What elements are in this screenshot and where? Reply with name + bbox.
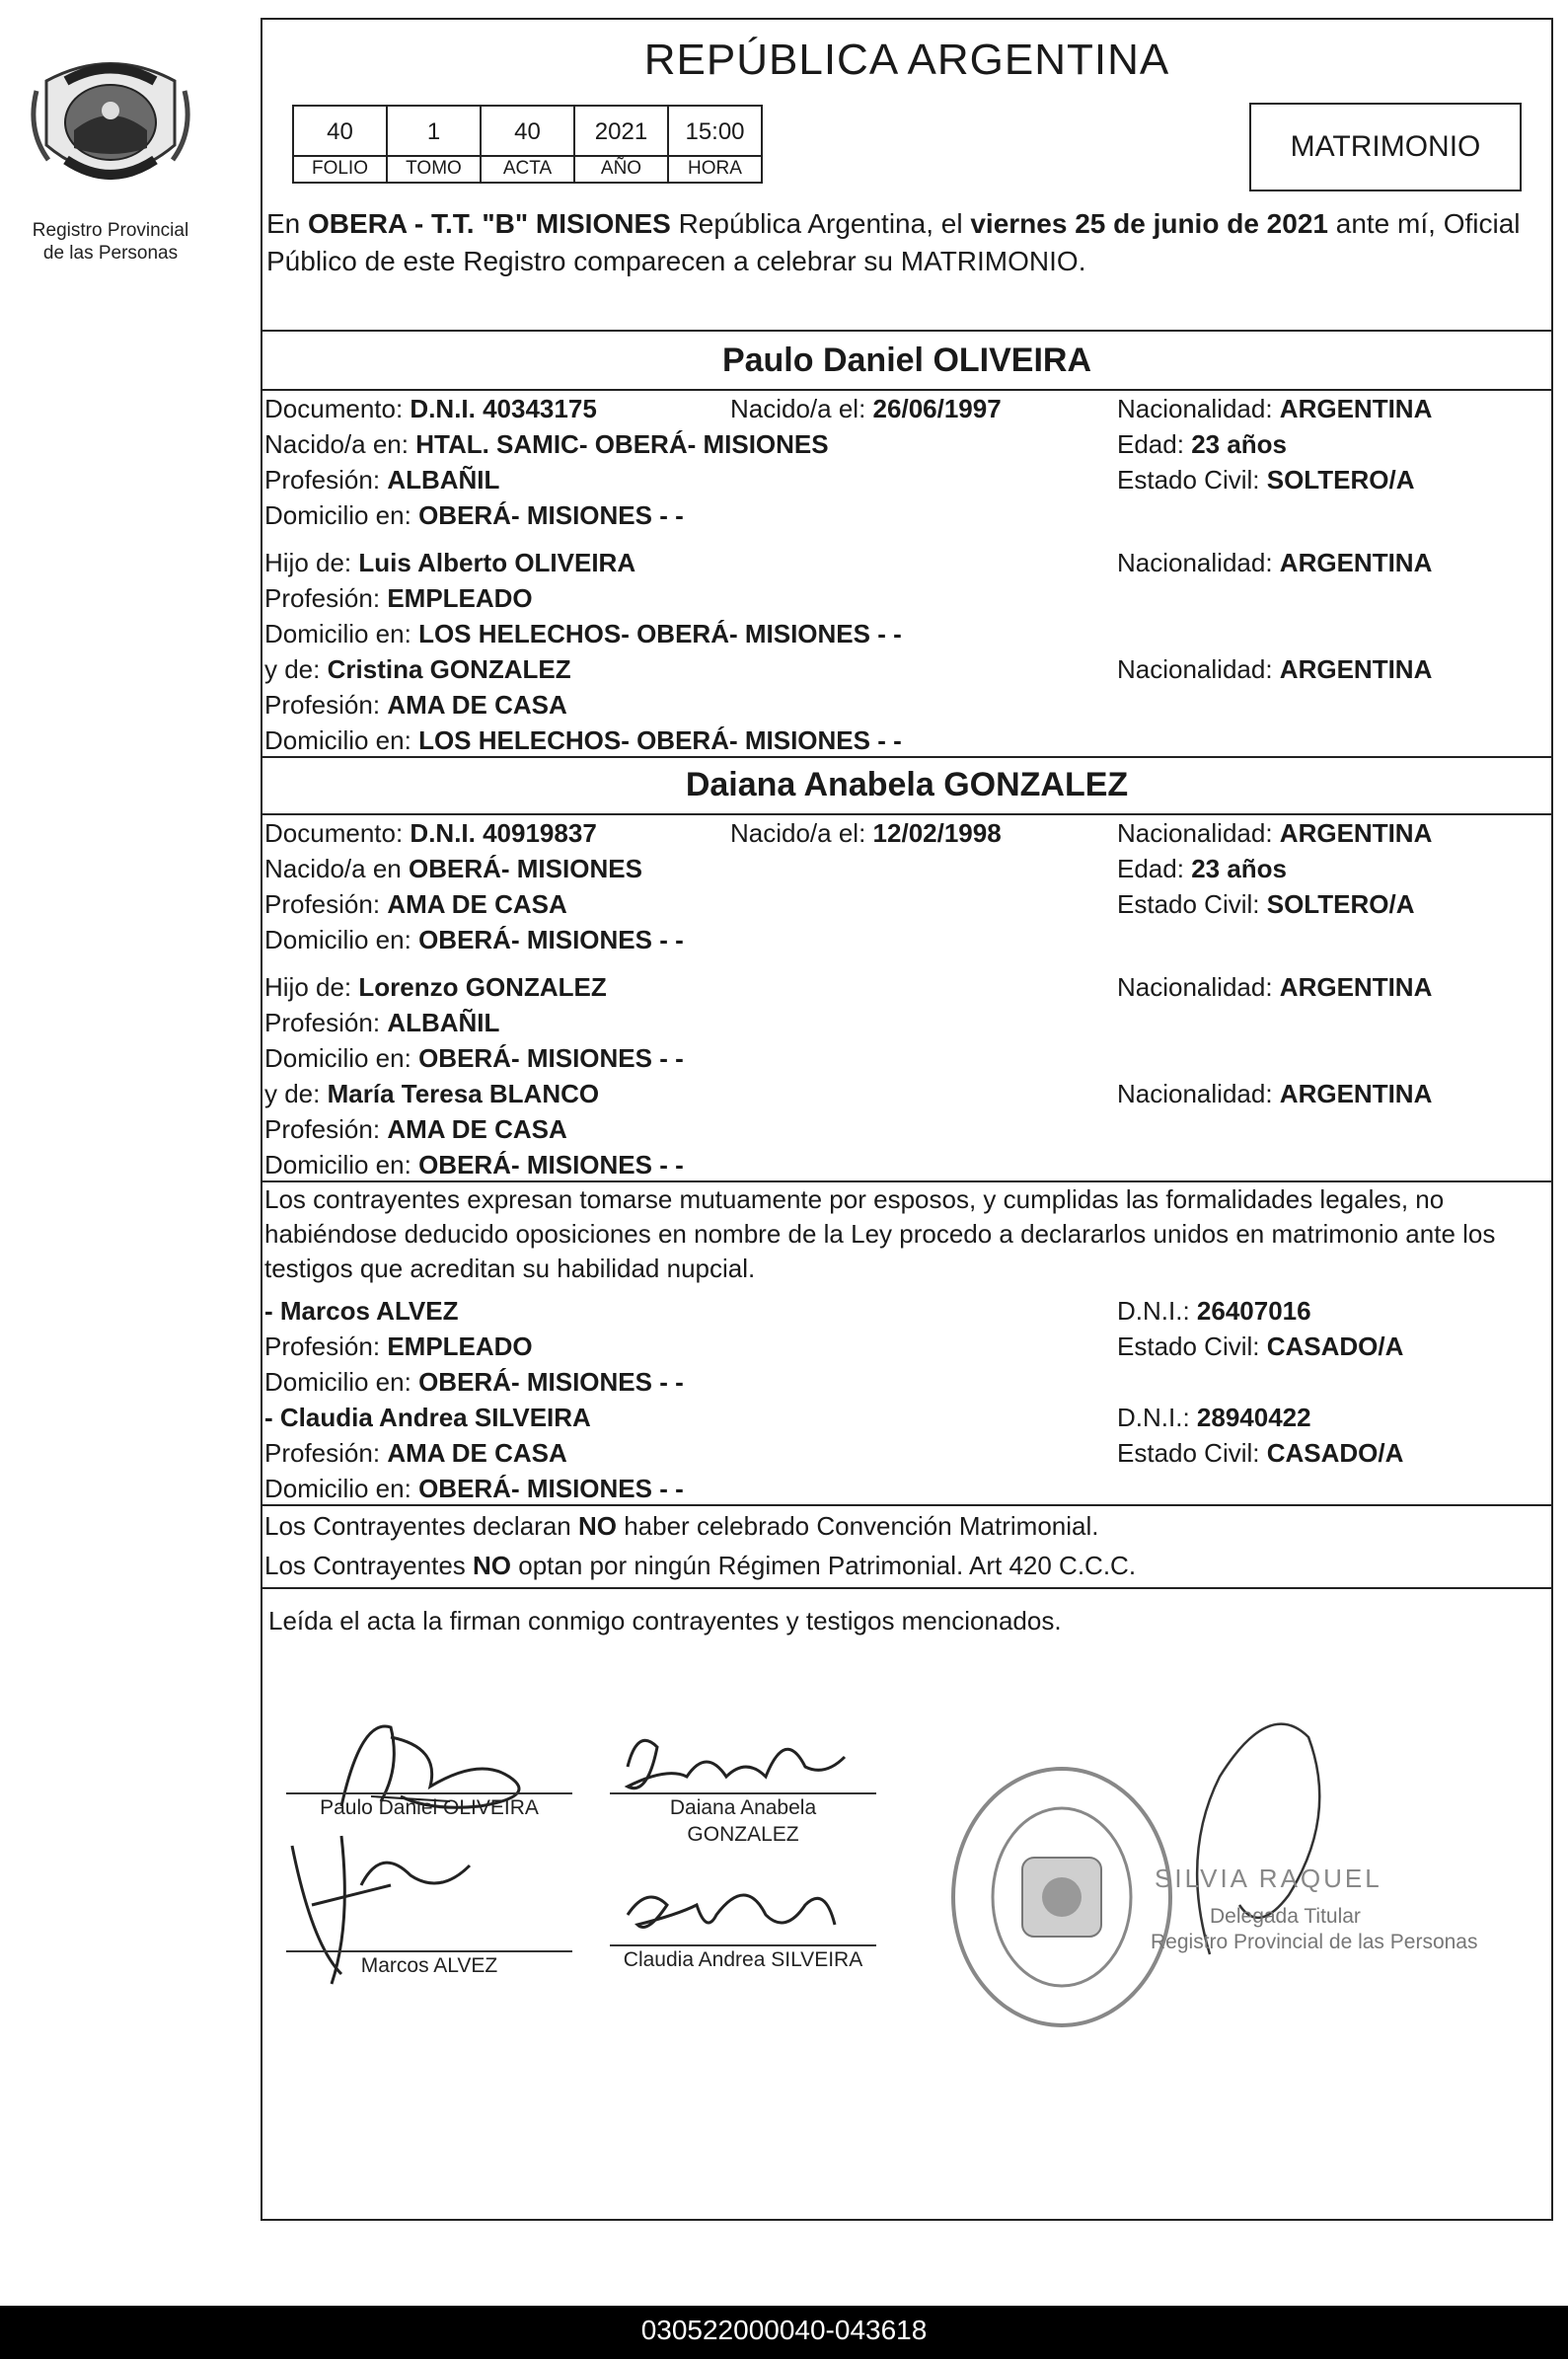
field-value: OBERÁ- MISIONES (409, 854, 642, 883)
field-label: Nacionalidad: (1117, 394, 1273, 423)
witness1-domicilio (264, 1364, 684, 1400)
field-label: Hijo de: (264, 972, 352, 1002)
field-value: AMA DE CASA (387, 889, 567, 919)
field-value: OBERÁ- MISIONES - - (418, 1367, 684, 1397)
intro-middle: República Argentina, el (678, 208, 963, 239)
groom-estado-civil (1117, 462, 1414, 497)
emphasis-no: NO (473, 1551, 512, 1580)
field-value: 12/02/1998 (872, 818, 1002, 848)
witness2-domicilio (264, 1471, 684, 1506)
groom-mother-profesion (264, 687, 567, 723)
field-value: D.N.I. 40919837 (410, 818, 597, 848)
field-value: SOLTERO/A (1266, 889, 1415, 919)
registry-cell-folio (292, 105, 388, 184)
field-label: Estado Civil: (1117, 1438, 1260, 1468)
country-title: REPÚBLICA ARGENTINA (643, 36, 1170, 84)
bride-mother (264, 1076, 599, 1111)
field-value: OBERÁ- MISIONES - - (418, 1150, 684, 1180)
groom-signature-name: Paulo Daniel OLIVEIRA (320, 1796, 539, 1819)
hora-value: 15:00 (669, 107, 761, 157)
field-label: D.N.I.: (1117, 1296, 1190, 1326)
field-value: D.N.I. 40343175 (410, 394, 597, 423)
field-value: CASADO/A (1266, 1332, 1404, 1361)
groom-mother-domicilio (264, 723, 902, 758)
groom-mother-nacionalidad (1117, 651, 1432, 687)
groom-documento (264, 391, 597, 426)
field-value: ALBAÑIL (387, 1008, 500, 1037)
field-label: Nacido/a el: (730, 394, 866, 423)
field-label: Profesión: (264, 1114, 381, 1144)
divider (262, 756, 1551, 758)
field-label: Estado Civil: (1117, 1332, 1260, 1361)
document-code-bar: 030522000040-043618 (0, 2306, 1568, 2359)
tomo-label: TOMO (406, 158, 462, 179)
bride-mother-profesion (264, 1111, 567, 1147)
field-label: Domicilio en: (264, 1043, 411, 1073)
field-value: ARGENTINA (1279, 1079, 1433, 1108)
registry-table (292, 105, 763, 184)
bride-father-profesion (264, 1005, 499, 1040)
tomo-value: 1 (388, 107, 480, 157)
logo-caption-line2: de las Personas (42, 243, 179, 264)
groom-father-domicilio (264, 616, 902, 651)
divider (262, 1504, 1551, 1506)
field-value: EMPLEADO (387, 583, 533, 613)
field-value: Luis Alberto OLIVEIRA (358, 548, 636, 577)
field-label: D.N.I.: (1117, 1403, 1190, 1432)
field-label: Domicilio en: (264, 1150, 411, 1180)
field-label: y de: (264, 1079, 321, 1108)
witness2-estado-civil (1117, 1435, 1403, 1471)
bride-mother-domicilio (264, 1147, 684, 1182)
field-label: Nacionalidad: (1117, 654, 1273, 684)
witness1-profesion (264, 1329, 533, 1364)
field-label: Estado Civil: (1117, 465, 1260, 495)
bride-nacido-en (264, 851, 642, 886)
field-value: LOS HELECHOS- OBERÁ- MISIONES - - (418, 619, 902, 648)
field-label: Domicilio en: (264, 619, 411, 648)
bride-nacido-el (730, 815, 1002, 851)
official-title: Delegada Titular (1210, 1905, 1361, 1928)
field-label: Profesión: (264, 583, 381, 613)
field-value: EMPLEADO (387, 1332, 533, 1361)
field-label: Domicilio en: (264, 725, 411, 755)
field-value: 26407016 (1196, 1296, 1311, 1326)
groom-edad (1117, 426, 1287, 462)
bride-edad (1117, 851, 1287, 886)
closing-text: Leída el acta la firman conmigo contrayentes y testigos mencionados. (268, 1606, 1062, 1636)
witness2-dni (1117, 1400, 1311, 1435)
field-label: Profesión: (264, 889, 381, 919)
folio-value: 40 (294, 107, 386, 157)
field-label: Nacionalidad: (1117, 972, 1273, 1002)
field-label: Profesión: (264, 465, 381, 495)
official-name: SILVIA RAQUEL (1155, 1864, 1382, 1893)
bride-father (264, 969, 607, 1005)
bride-father-domicilio (264, 1040, 684, 1076)
field-value: María Teresa BLANCO (327, 1079, 600, 1108)
field-label: Profesión: (264, 1438, 381, 1468)
witness2-signature-icon (608, 1865, 884, 1954)
field-value: ARGENTINA (1279, 972, 1433, 1002)
witness1-signature-name: Marcos ALVEZ (360, 1954, 498, 1977)
intro-prefix: En (266, 208, 301, 239)
groom-father-profesion (264, 580, 533, 616)
groom-father (264, 545, 635, 580)
divider (262, 1587, 1551, 1589)
registry-logo (14, 51, 207, 265)
bride-signature-name-line1: Daiana Anabela (669, 1796, 817, 1819)
field-value: ARGENTINA (1279, 818, 1433, 848)
official-org: Registro Provincial de las Personas (1151, 1931, 1478, 1953)
field-label: Nacionalidad: (1117, 1079, 1273, 1108)
bride-father-nacionalidad (1117, 969, 1432, 1005)
field-label: Profesión: (264, 1332, 381, 1361)
field-value: LOS HELECHOS- OBERÁ- MISIONES - - (418, 725, 902, 755)
field-value: AMA DE CASA (387, 1114, 567, 1144)
acta-value: 40 (482, 107, 573, 157)
field-value: Lorenzo GONZALEZ (358, 972, 607, 1002)
bride-profesion (264, 886, 567, 922)
field-value: AMA DE CASA (387, 1438, 567, 1468)
field-label: Profesión: (264, 690, 381, 720)
bride-name: Daiana Anabela GONZALEZ (685, 766, 1129, 803)
field-value: OBERÁ- MISIONES - - (418, 1474, 684, 1503)
field-value: OBERÁ- MISIONES - - (418, 1043, 684, 1073)
intro-paragraph (262, 205, 1551, 280)
bride-documento (264, 815, 597, 851)
field-label: Estado Civil: (1117, 889, 1260, 919)
field-value: 26/06/1997 (872, 394, 1002, 423)
field-label: Profesión: (264, 1008, 381, 1037)
bride-estado-civil (1117, 886, 1414, 922)
field-value: ARGENTINA (1279, 654, 1433, 684)
declaration-paragraph: Los contrayentes expresan tomarse mutuamente por esposos, y cumplidas las formalidades legales, no habiéndose deducido oposiciones en nombre de la Ley procedo a declararlos unidos en matrimonio ante los testigos que acreditan su habilidad nupcial. (264, 1184, 1496, 1283)
groom-nacionalidad (1117, 391, 1432, 426)
bride-domicilio (264, 922, 684, 957)
field-value: OBERÁ- MISIONES - - (418, 925, 684, 954)
hora-label: HORA (688, 158, 742, 179)
field-label: Domicilio en: (264, 1474, 411, 1503)
text-part: haber celebrado Convención Matrimonial. (624, 1511, 1099, 1541)
field-label: Hijo de: (264, 548, 352, 577)
field-label: Edad: (1117, 854, 1184, 883)
signature-area (262, 1648, 1551, 2241)
act-type-box: MATRIMONIO (1249, 103, 1522, 191)
bride-signature-name-line2: GONZALEZ (687, 1823, 799, 1846)
registry-cell-anio (573, 105, 669, 184)
intro-place: OBERA - T.T. "B" MISIONES (308, 208, 671, 239)
field-value: ARGENTINA (1279, 394, 1433, 423)
field-label: Edad: (1117, 429, 1184, 459)
groom-profesion (264, 462, 499, 497)
field-label: Nacionalidad: (1117, 818, 1273, 848)
folio-label: FOLIO (311, 158, 368, 179)
groom-mother (264, 651, 571, 687)
field-label: Nacido/a en (264, 854, 402, 883)
witness1-estado-civil (1117, 1329, 1403, 1364)
groom-domicilio (264, 497, 684, 533)
text-part: Los Contrayentes (264, 1551, 466, 1580)
convention-line-2 (264, 1548, 1136, 1583)
field-label: Nacionalidad: (1117, 548, 1273, 577)
field-value: ARGENTINA (1279, 548, 1433, 577)
field-label: Nacido/a en: (264, 429, 409, 459)
text-part: Los Contrayentes declaran (264, 1511, 571, 1541)
misiones-crest-icon (27, 51, 194, 209)
anio-value: 2021 (575, 107, 667, 157)
groom-nacido-el (730, 391, 1002, 426)
anio-label: AÑO (600, 158, 642, 179)
text-part: optan por ningún Régimen Patrimonial. Art 420 C.C.C. (518, 1551, 1137, 1580)
field-label: Domicilio en: (264, 500, 411, 530)
field-value: CASADO/A (1266, 1438, 1404, 1468)
witness2-name (264, 1400, 591, 1435)
field-label: Domicilio en: (264, 1367, 411, 1397)
field-label: Nacido/a el: (730, 818, 866, 848)
field-value: ALBAÑIL (387, 465, 500, 495)
field-value: SOLTERO/A (1266, 465, 1415, 495)
bride-nacionalidad (1117, 815, 1432, 851)
logo-caption-line1: Registro Provincial (32, 220, 189, 241)
field-value: 28940422 (1196, 1403, 1311, 1432)
registry-cell-hora (667, 105, 763, 184)
acta-label: ACTA (502, 158, 553, 179)
official-seal-stamp-icon (943, 1759, 1180, 2035)
convention-line-1 (264, 1508, 1099, 1544)
field-value: 23 años (1191, 854, 1288, 883)
divider (262, 330, 1551, 332)
registry-cell-tomo (386, 105, 482, 184)
field-value: Cristina GONZALEZ (327, 654, 571, 684)
field-label: Domicilio en: (264, 925, 411, 954)
field-label: Documento: (264, 818, 404, 848)
witness1-dni (1117, 1293, 1311, 1329)
field-label: y de: (264, 654, 321, 684)
groom-name: Paulo Daniel OLIVEIRA (721, 342, 1092, 379)
field-value: - Marcos ALVEZ (264, 1296, 459, 1326)
registry-cell-acta (480, 105, 575, 184)
field-value: OBERÁ- MISIONES - - (418, 500, 684, 530)
field-value: 23 años (1191, 429, 1288, 459)
bride-mother-nacionalidad (1117, 1076, 1432, 1111)
groom-nacido-en (264, 426, 829, 462)
groom-father-nacionalidad (1117, 545, 1432, 580)
field-label: Documento: (264, 394, 404, 423)
certificate-frame (261, 18, 1553, 2221)
field-value: HTAL. SAMIC- OBERÁ- MISIONES (415, 429, 829, 459)
intro-suffix: ante mí, Oficial Público de este Registro comparecen a celebrar su MATRIMONIO. (266, 208, 1521, 276)
witness2-profesion (264, 1435, 567, 1471)
witness2-signature-name: Claudia Andrea SILVEIRA (623, 1948, 863, 1971)
emphasis-no: NO (577, 1511, 617, 1541)
field-value: - Claudia Andrea SILVEIRA (264, 1403, 591, 1432)
field-value: AMA DE CASA (387, 690, 567, 720)
intro-date: viernes 25 de junio de 2021 (970, 208, 1328, 239)
witness1-name (264, 1293, 458, 1329)
